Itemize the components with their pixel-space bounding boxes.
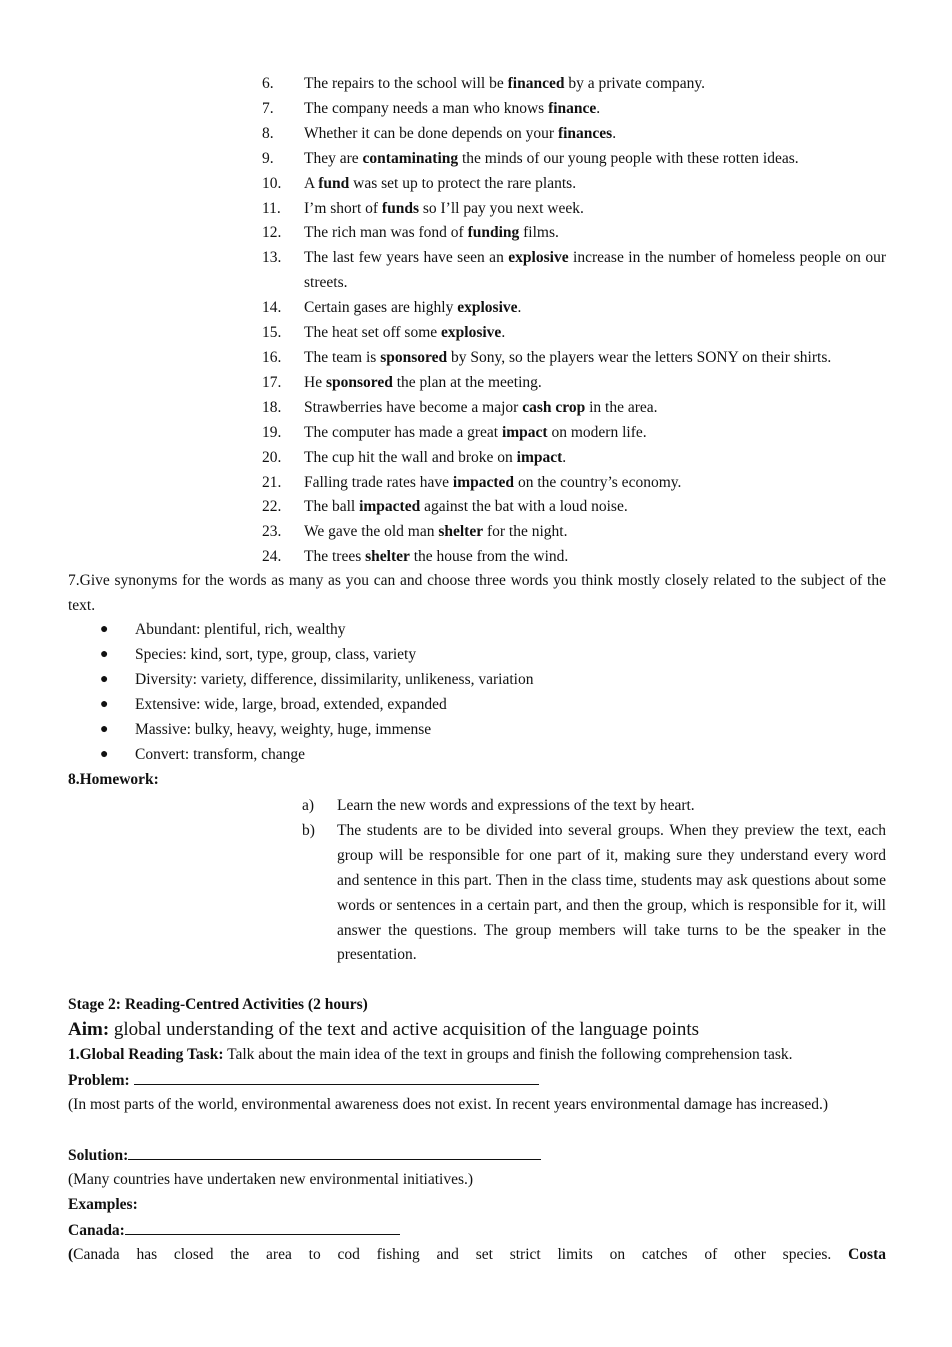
bullet-icon: ● (100, 746, 109, 762)
item-sentence (304, 421, 886, 446)
canada-line (68, 1218, 886, 1244)
homework-list (302, 794, 886, 968)
sentence-keyword: sponsored (380, 348, 448, 366)
sentence-keyword: funding (467, 224, 520, 242)
item-number: 19. (262, 423, 282, 441)
item-sentence (304, 520, 886, 545)
problem-line (68, 1068, 886, 1094)
examples-label: Examples: (68, 1196, 138, 1213)
synonym-item (100, 643, 860, 668)
problem-answer: (In most parts of the world, environmental awareness does not exist. In recent years environmental damage has increased.) (68, 1096, 829, 1113)
global-reading-task (68, 1043, 886, 1068)
homework-text: The students are to be divided into several groups. When they preview the text, each group will be responsible for one part of it, making sure they understand every word and sentence in this part. Then in the class time, students may ask questions about some words or sentences in a certain part, and then the group, which is responsible for it, will answer the questions. The group members will take turns to be the speaker in the presentation. (337, 821, 886, 964)
item-sentence (304, 197, 886, 222)
vocab-item (262, 197, 886, 222)
sentence-keyword: finance (548, 99, 597, 117)
synonym-item (100, 668, 860, 693)
synonym-text: Extensive: wide, large, broad, extended, expanded (135, 695, 447, 713)
sentence-pre: The repairs to the school will be (304, 75, 508, 92)
synonym-text: Massive: bulky, heavy, weighty, huge, immense (135, 720, 432, 738)
item-sentence (304, 172, 886, 197)
sentence-post: . (612, 124, 617, 142)
item-number: 17. (262, 373, 282, 391)
bullet-icon: ● (100, 671, 109, 687)
item-number: 7. (262, 99, 274, 117)
item-number: 16. (262, 348, 282, 366)
item-number: 15. (262, 324, 282, 342)
item-number: 6. (262, 75, 274, 92)
task-label: 1.Global Reading Task: (68, 1046, 224, 1063)
homework-text: Learn the new words and expressions of the text by heart. (337, 797, 695, 814)
sentence-pre: Strawberries have become a major (304, 398, 523, 416)
sentence-keyword: contaminating (362, 149, 459, 167)
sentence-keyword: cash crop (522, 398, 586, 416)
sentence-pre: The team is (304, 348, 381, 366)
sentence-keyword: impact (501, 423, 548, 441)
sentence-post: . (596, 99, 601, 117)
item-number: 18. (262, 398, 282, 416)
sentence-post: the house from the wind. (409, 548, 569, 566)
sentence-keyword: explosive (457, 299, 518, 317)
vocab-item (262, 446, 886, 471)
item-sentence (304, 346, 886, 371)
vocab-item (262, 545, 886, 570)
sentence-post: films. (519, 224, 559, 242)
sentence-keyword: impacted (359, 498, 421, 516)
problem-blank[interactable] (134, 1068, 539, 1085)
sentence-pre: I’m short of (304, 199, 382, 217)
item-sentence (304, 221, 886, 246)
solution-answer: (Many countries have undertaken new environmental initiatives.) (68, 1171, 474, 1188)
homework-item (302, 819, 886, 968)
sentence-pre: The cup hit the wall and broke on (304, 448, 517, 466)
synonym-text: Abundant: plentiful, rich, wealthy (135, 621, 346, 638)
aim-label: Aim: (68, 1019, 110, 1040)
sentence-post: on modern life. (547, 423, 647, 441)
vocab-item (262, 421, 886, 446)
sentence-post: by a private company. (564, 75, 706, 92)
synonym-text: Diversity: variety, difference, dissimilarity, unlikeness, variation (135, 670, 534, 688)
sentence-keyword: shelter (438, 523, 484, 541)
sentence-pre: The last few years have seen an (304, 249, 509, 267)
homework-label: b) (302, 821, 315, 839)
item-number: 24. (262, 548, 282, 566)
sentence-pre: We gave the old man (304, 523, 439, 541)
vocab-item (262, 396, 886, 421)
vocab-item (262, 321, 886, 346)
sentence-post: against the bat with a loud noise. (420, 498, 628, 516)
vocab-item (262, 122, 886, 147)
item-number: 22. (262, 498, 282, 516)
item-sentence (304, 122, 886, 147)
vocab-item (262, 296, 886, 321)
canada-blank[interactable] (125, 1218, 400, 1235)
synonym-item (100, 618, 860, 643)
bullet-icon: ● (100, 696, 109, 712)
sentence-pre: A (304, 174, 319, 192)
vocab-item (262, 471, 886, 496)
bullet-icon: ● (100, 646, 109, 662)
aim-line (68, 1016, 886, 1044)
homework-label: a) (302, 797, 315, 814)
synonym-item (100, 743, 860, 768)
task-text: Talk about the main idea of the text in groups and finish the following comprehension task. (223, 1046, 793, 1063)
vocab-item (262, 495, 886, 520)
sentence-post: . (501, 324, 506, 342)
vocab-item (262, 72, 886, 97)
aim-text: global understanding of the text and active acquisition of the language points (109, 1019, 700, 1040)
item-sentence (304, 495, 886, 520)
vocab-example-list (262, 72, 886, 570)
sentence-post: increase in the number of homeless people on our streets. (304, 249, 886, 292)
item-number: 10. (262, 174, 282, 192)
sentence-pre: The rich man was fond of (304, 224, 468, 242)
sentence-post: . (562, 448, 567, 466)
sentence-pre: The company needs a man who knows (304, 99, 549, 117)
item-sentence (304, 72, 886, 97)
sentence-keyword: impact (516, 448, 563, 466)
sentence-keyword: financed (507, 75, 565, 92)
item-number: 23. (262, 523, 282, 541)
homework-item (302, 794, 886, 819)
vocab-item (262, 371, 886, 396)
sentence-post: on the country’s economy. (514, 473, 682, 491)
sentence-post: was set up to protect the rare plants. (349, 174, 577, 192)
sentence-keyword: fund (318, 174, 350, 192)
vocab-item (262, 520, 886, 545)
item-sentence (304, 147, 886, 172)
sentence-post: . (517, 299, 522, 317)
canada-answer-paren: ( (68, 1246, 74, 1263)
vocab-item (262, 97, 886, 122)
problem-label: Problem: (68, 1072, 134, 1089)
canada-answer-bold: Costa (848, 1246, 886, 1263)
sentence-keyword: finances (557, 124, 613, 142)
item-number: 21. (262, 473, 282, 491)
homework-heading: 8.Homework: (68, 771, 159, 788)
sentence-keyword: explosive (441, 324, 502, 342)
item-number: 20. (262, 448, 282, 466)
solution-label: Solution: (68, 1147, 129, 1164)
item-sentence (304, 446, 886, 471)
solution-blank[interactable] (128, 1143, 541, 1160)
sentence-pre: The ball (304, 498, 360, 516)
sentence-post: the minds of our young people with these rotten ideas. (458, 149, 799, 167)
sentence-keyword: explosive (508, 249, 569, 267)
canada-answer-text: Canada has closed the area to cod fishing and set strict limits on catches of other species. (73, 1246, 849, 1263)
bullet-icon: ● (100, 622, 109, 637)
vocab-item (262, 221, 886, 246)
item-sentence (304, 97, 886, 122)
sentence-post: so I’ll pay you next week. (418, 199, 584, 217)
item-number: 12. (262, 224, 282, 242)
solution-line (68, 1143, 886, 1169)
sentence-pre: He (304, 373, 326, 391)
section7-heading: 7.Give synonyms for the words as many as you can and choose three words you think mostly closely related to the subject of the text. (68, 572, 886, 614)
vocab-item (262, 246, 886, 296)
synonym-item (100, 693, 860, 718)
synonym-item (100, 718, 860, 743)
sentence-pre: Falling trade rates have (304, 473, 453, 491)
sentence-pre: Certain gases are highly (304, 299, 458, 317)
item-number: 9. (262, 149, 274, 167)
synonym-text: Species: kind, sort, type, group, class, variety (135, 645, 417, 663)
sentence-pre: Whether it can be done depends on your (304, 124, 558, 142)
item-sentence (304, 396, 886, 421)
item-sentence (304, 296, 886, 321)
sentence-post: for the night. (483, 523, 568, 541)
item-sentence (304, 371, 886, 396)
vocab-item (262, 346, 886, 371)
stage2-heading: Stage 2: Reading-Centred Activities (2 hours) (68, 996, 368, 1013)
sentence-pre: The heat set off some (304, 324, 442, 342)
canada-answer (68, 1243, 886, 1268)
sentence-pre: They are (304, 149, 363, 167)
sentence-pre: The trees (304, 548, 366, 566)
sentence-post: the plan at the meeting. (392, 373, 542, 391)
synonym-text: Convert: transform, change (135, 745, 306, 763)
item-sentence (304, 545, 886, 570)
item-sentence (304, 246, 886, 296)
canada-label: Canada: (68, 1222, 125, 1239)
sentence-keyword: shelter (365, 548, 410, 566)
item-sentence (304, 321, 886, 346)
item-number: 11. (262, 199, 281, 217)
item-sentence (304, 471, 886, 496)
sentence-keyword: impacted (452, 473, 515, 491)
vocab-item (262, 147, 886, 172)
item-number: 13. (262, 249, 282, 267)
sentence-pre: The computer has made a great (304, 423, 502, 441)
synonym-list (100, 618, 860, 767)
bullet-icon: ● (100, 721, 109, 737)
sentence-post: in the area. (585, 398, 658, 416)
vocab-item (262, 172, 886, 197)
sentence-keyword: funds (381, 199, 419, 217)
sentence-post: by Sony, so the players wear the letters SONY on their shirts. (447, 348, 832, 366)
item-number: 8. (262, 124, 274, 142)
item-number: 14. (262, 299, 282, 317)
sentence-keyword: sponsored (325, 373, 393, 391)
